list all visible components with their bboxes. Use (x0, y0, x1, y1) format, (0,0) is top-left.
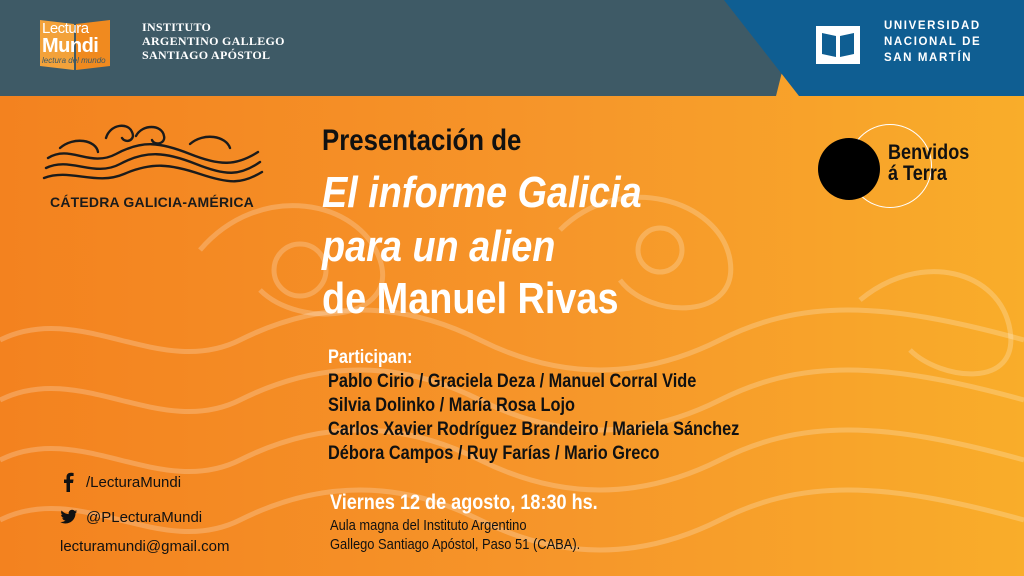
lectura-word: Lectura (42, 20, 89, 37)
waves-icon (40, 118, 264, 188)
book-title-line: para un alien (322, 222, 556, 271)
twitter-contact[interactable] (60, 507, 202, 527)
institute-line: INSTITUTO (142, 20, 212, 34)
participants-line: Débora Campos / Ruy Farías / Mario Greco (328, 443, 660, 464)
university-line: NACIONAL DE (884, 36, 982, 48)
email-address[interactable]: lecturamundi@gmail.com (60, 538, 230, 555)
institute-line: SANTIAGO APÓSTOL (142, 48, 271, 62)
facebook-icon (60, 472, 78, 492)
participants-line: Carlos Xavier Rodríguez Brandeiro / Mariela Sánchez (328, 419, 740, 440)
university-line: UNIVERSIDAD (884, 20, 981, 32)
participants-label: Participan: (328, 347, 413, 368)
book-icon (814, 24, 862, 66)
email-contact[interactable] (60, 538, 229, 555)
benvidos-line: Benvidos (888, 141, 970, 164)
twitter-handle[interactable]: @PLecturaMundi (86, 508, 203, 526)
mundi-word: Mundi (42, 35, 99, 57)
facebook-handle[interactable]: /LecturaMundi (86, 473, 182, 491)
university-name (884, 18, 981, 66)
event-details (330, 490, 598, 554)
book-title-line: El informe Galicia (322, 168, 642, 217)
a-terra-line: á Terra (888, 162, 947, 185)
participants-line: Silvia Dolinko / María Rosa Lojo (328, 395, 575, 416)
catedra-label: CÁTEDRA GALICIA-AMÉRICA (50, 194, 254, 210)
book-author: de Manuel Rivas (322, 274, 619, 323)
benvidos-a-terra-text (888, 142, 969, 184)
facebook-contact[interactable] (60, 472, 181, 492)
event-address: Gallego Santiago Apóstol, Paso 51 (CABA). (330, 536, 581, 553)
presentation-heading: Presentación de (322, 124, 522, 157)
lectura-mundi-logo (38, 16, 112, 72)
benvidos-a-terra-logo (814, 124, 1014, 210)
lectura-tagline: lectura del mundo (42, 56, 106, 65)
institute-line: ARGENTINO GALLEGO (142, 34, 285, 48)
institute-name (142, 20, 285, 62)
header-band-left (0, 0, 800, 96)
twitter-icon (60, 507, 78, 527)
logo-black-circle (818, 138, 880, 200)
participants-block (328, 346, 739, 466)
book-title (322, 166, 642, 274)
university-line: SAN MARTÍN (884, 52, 973, 64)
event-place: Aula magna del Instituto Argentino (330, 517, 527, 534)
participants-line: Pablo Cirio / Graciela Deza / Manuel Corral Vide (328, 371, 697, 392)
event-date: Viernes 12 de agosto, 18:30 hs. (330, 491, 598, 514)
